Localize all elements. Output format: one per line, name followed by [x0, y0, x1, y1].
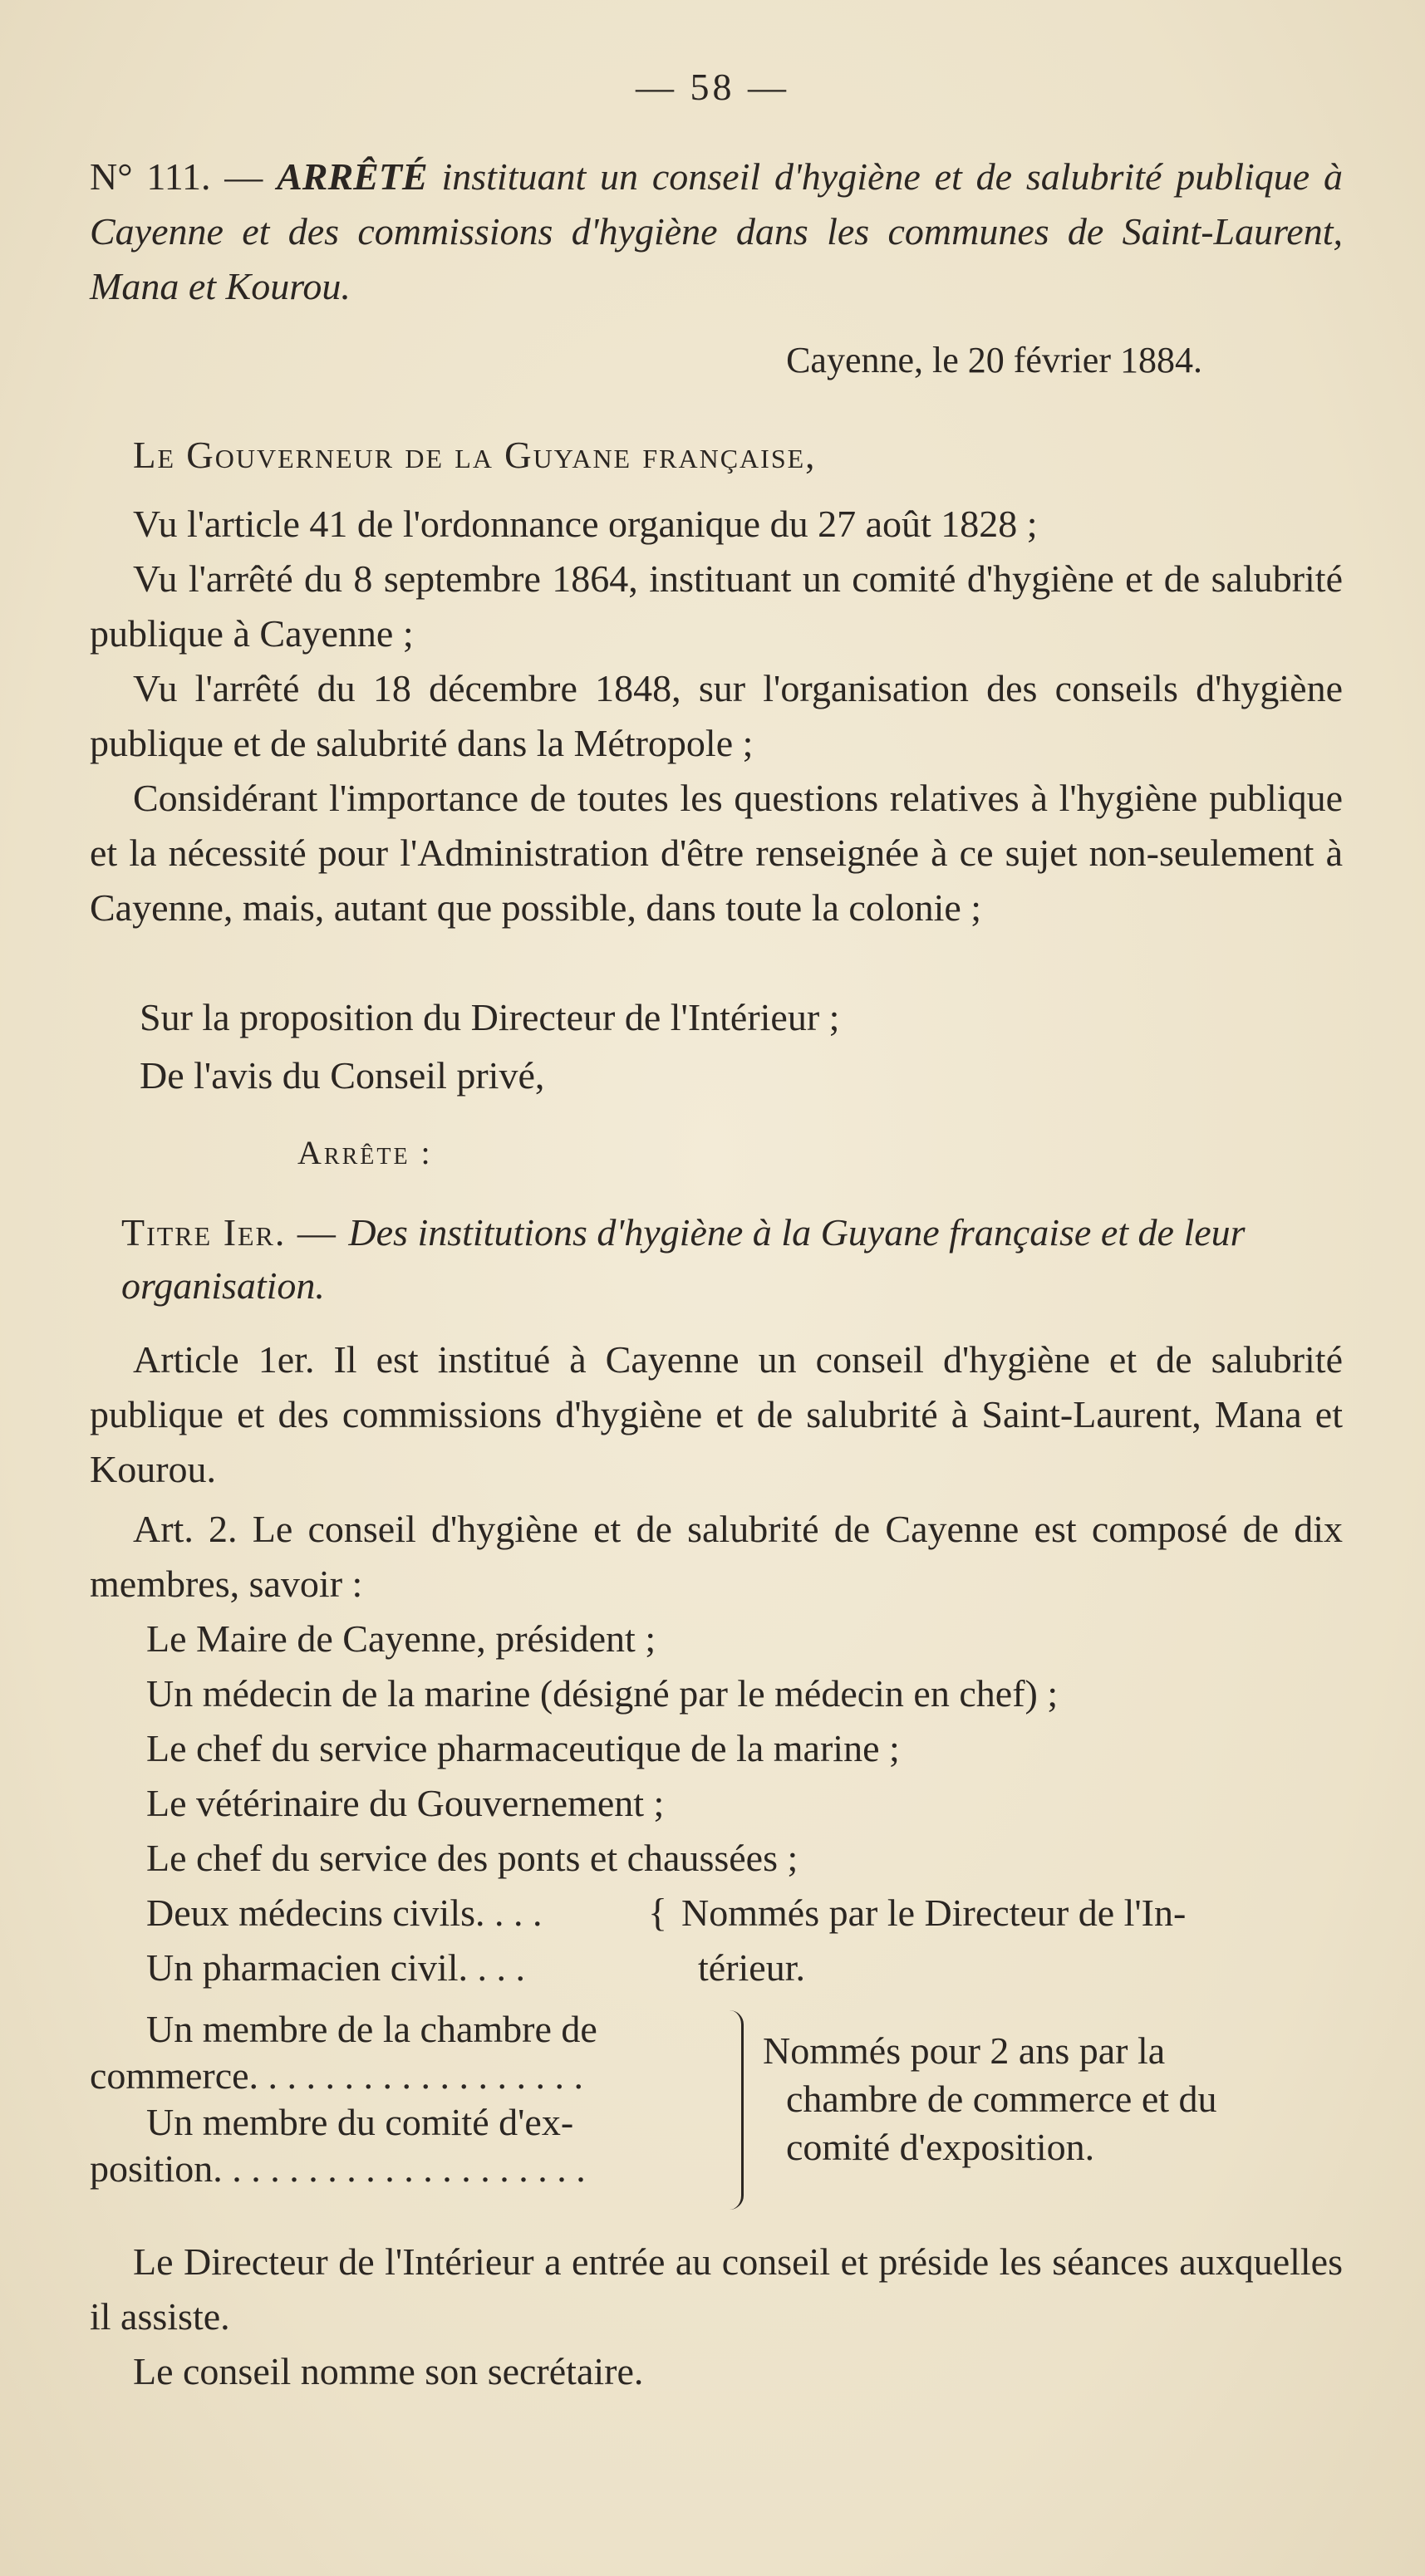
group-2-line: commerce. . . . . . . . . . . . . . . . . .	[90, 2054, 584, 2097]
closing-1: Le Directeur de l'Intérieur a entrée au conseil et préside les séances auxquelles il assiste.	[90, 2240, 1343, 2338]
group-1-note-line: Nommés par le Directeur de l'In-	[681, 1892, 1187, 1934]
governor-line: Le Gouverneur de la Guyane française,	[133, 434, 817, 476]
decree-arrete-word: ARRÊTÉ	[277, 155, 428, 198]
group-2-items	[90, 2006, 721, 2192]
consideration-3: Vu l'arrêté du 18 décembre 1848, sur l'organisation des conseils d'hygiène publique et de salubrité dans la Métropole ;	[90, 667, 1343, 764]
titre-label: Titre Ier. —	[121, 1211, 349, 1254]
group-2-line: Un membre de la chambre de	[146, 2008, 597, 2050]
group-1-note-line: térieur.	[698, 1946, 805, 1989]
decree-date: Cayenne, le 20 février 1884.	[786, 340, 1202, 380]
group-1-items	[146, 1886, 543, 1995]
decree-title	[90, 150, 1343, 314]
member-item: Le chef du service des ponts et chaussées ;	[146, 1837, 798, 1879]
decree-title-text: instituant un conseil d'hygiène et de salubrité publique à Cayenne et des commissions d'hygiène dans les communes de Saint-Laurent, Mana et Kourou.	[90, 155, 1344, 307]
member-item: Le vétérinaire du Gouvernement ;	[146, 1782, 665, 1824]
member-item: Deux médecins civils. . . .	[146, 1892, 543, 1934]
page-number: — 58 —	[636, 66, 789, 108]
group-2-note-line: comité d'exposition.	[786, 2126, 1095, 2168]
group-1-note	[681, 1886, 1186, 1995]
article-2: Art. 2. Le conseil d'hygiène et de salubrité de Cayenne est composé de dix membres, savoir :	[90, 1508, 1343, 1605]
member-list	[146, 1612, 1058, 1886]
consideration-4: Considérant l'importance de toutes les questions relatives à l'hygiène publique et la nécessité pour l'Administration d'être renseignée à ce sujet non-seulement à Cayenne, mais, autant que possible, dans toute la colonie ;	[90, 777, 1343, 929]
consideration-2: Vu l'arrêté du 8 septembre 1864, instituant un comité d'hygiène et de salubrité publique à Cayenne ;	[90, 557, 1343, 655]
group-1-brace: {	[648, 1891, 668, 1935]
group-2-note-line: chambre de commerce et du	[786, 2078, 1217, 2120]
avis-line: De l'avis du Conseil privé,	[140, 1054, 545, 1097]
member-item: Un pharmacien civil. . . .	[146, 1946, 526, 1989]
group-2-line: Un membre du comité d'ex-	[146, 2101, 574, 2143]
arrete-heading: Arrête :	[297, 1134, 433, 1171]
group-2-note	[763, 2027, 1217, 2171]
closing-2: Le conseil nomme son secrétaire.	[133, 2350, 644, 2392]
proposition-line: Sur la proposition du Directeur de l'Intérieur ;	[140, 996, 840, 1038]
group-2-brace	[730, 2010, 744, 2210]
member-item: Le Maire de Cayenne, président ;	[146, 1617, 656, 1660]
consideration-1: Vu l'article 41 de l'ordonnance organique du 27 août 1828 ;	[133, 503, 1038, 545]
member-item: Le chef du service pharmaceutique de la marine ;	[146, 1727, 900, 1769]
article-1: Article 1er. Il est institué à Cayenne un conseil d'hygiène et de salubrité publique et des commissions d'hygiène et de salubrité à Saint-Laurent, Mana et Kourou.	[90, 1338, 1343, 1490]
decree-number: N° 111. —	[90, 155, 278, 198]
group-2-line: position. . . . . . . . . . . . . . . . . . . .	[90, 2147, 586, 2190]
group-2-note-line: Nommés pour 2 ans par la	[763, 2029, 1166, 2072]
member-item: Un médecin de la marine (désigné par le médecin en chef) ;	[146, 1672, 1059, 1715]
titre-heading	[121, 1206, 1334, 1313]
titre-text: Des institutions d'hygiène à la Guyane française et de leur organisation.	[121, 1211, 1246, 1307]
